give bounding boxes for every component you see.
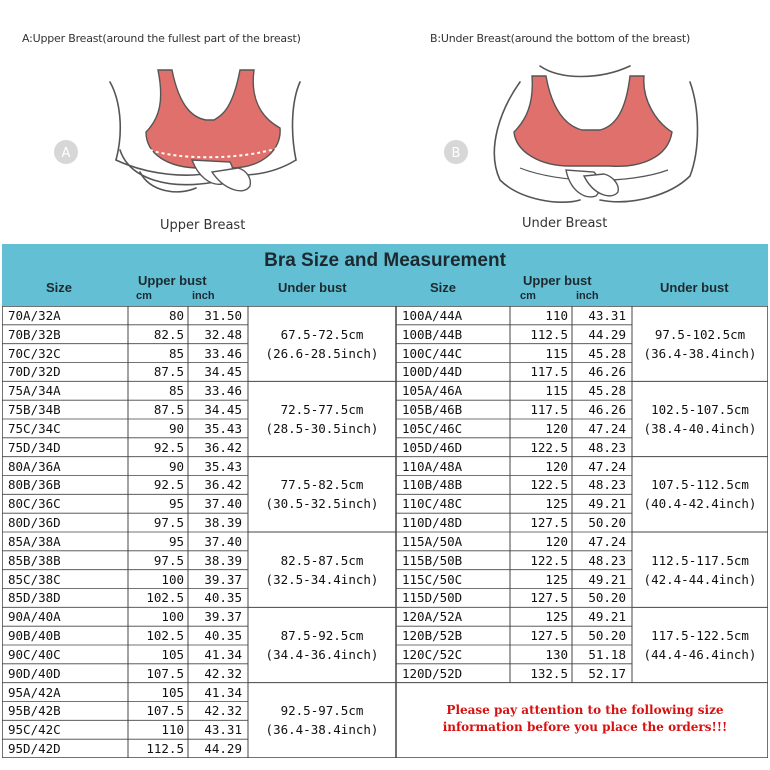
upper-bust-cm-cell: 117.5 <box>530 364 568 380</box>
upper-bust-inch-cell: 40.35 <box>204 628 242 644</box>
upper-bust-cm-cell: 100 <box>161 609 184 625</box>
under-bust-cm: 77.5-82.5cm <box>280 477 364 493</box>
upper-bust-inch-cell: 33.46 <box>204 345 242 361</box>
bra-a-shape <box>146 70 280 168</box>
upper-bust-inch-cell: 41.34 <box>204 646 242 662</box>
size-cell: 105C/46C <box>402 420 463 436</box>
upper-bust-cm-cell: 90 <box>168 420 184 436</box>
upper-bust-cm-cell: 110 <box>161 722 184 738</box>
upper-bust-inch-cell: 46.26 <box>588 402 626 418</box>
size-cell: 95A/42A <box>8 684 61 700</box>
size-cell: 120D/52D <box>402 665 463 681</box>
upper-bust-inch-cell: 33.46 <box>204 383 242 399</box>
size-cell: 110D/48D <box>402 515 463 531</box>
upper-bust-cm-cell: 82.5 <box>153 326 184 342</box>
badge-a-icon <box>54 140 78 164</box>
header-size-right: Size <box>430 280 457 295</box>
under-bust-cm: 97.5-102.5cm <box>654 326 746 342</box>
under-bust-inch: (40.4-42.4inch) <box>643 496 757 512</box>
upper-bust-cm-cell: 87.5 <box>153 364 184 380</box>
under-bust-range <box>632 626 768 664</box>
upper-bust-cm-cell: 125 <box>545 609 568 625</box>
hands-b-drawing <box>566 170 618 197</box>
upper-bust-inch-cell: 47.24 <box>588 533 626 549</box>
size-cell: 115A/50A <box>402 533 463 549</box>
under-bust-inch: (32.5-34.4inch) <box>265 571 379 587</box>
size-cell: 110A/48A <box>402 458 463 474</box>
size-cell: 105B/46B <box>402 402 463 418</box>
upper-bust-cm-cell: 122.5 <box>530 552 568 568</box>
upper-bust-cm-cell: 107.5 <box>146 665 184 681</box>
upper-bust-inch-cell: 36.42 <box>204 439 242 455</box>
upper-bust-inch-cell: 50.20 <box>588 515 626 531</box>
upper-bust-inch-cell: 49.21 <box>588 496 626 512</box>
upper-bust-cm-cell: 110 <box>545 307 568 323</box>
header-inch-left: inch <box>192 290 215 302</box>
under-bust-cm: 82.5-87.5cm <box>280 552 364 568</box>
under-bust-range <box>632 325 768 363</box>
upper-bust-inch-cell: 44.29 <box>588 326 626 342</box>
under-bust-inch: (36.4-38.4inch) <box>643 345 757 361</box>
upper-bust-cm-cell: 117.5 <box>530 402 568 418</box>
table-header <box>2 244 768 306</box>
size-cell: 85C/38C <box>8 571 61 587</box>
under-bust-range <box>632 475 768 513</box>
upper-bust-inch-cell: 40.35 <box>204 590 242 606</box>
size-cell: 85D/38D <box>8 590 61 606</box>
size-cell: 80A/36A <box>8 458 61 474</box>
upper-bust-inch-cell: 35.43 <box>204 458 242 474</box>
upper-bust-inch-cell: 37.40 <box>204 496 242 512</box>
svg-text:B: B <box>451 146 461 161</box>
size-cell: 95B/42B <box>8 703 61 719</box>
under-bust-range <box>248 475 396 513</box>
upper-bust-inch-cell: 43.31 <box>204 722 242 738</box>
upper-bust-inch-cell: 39.37 <box>204 609 242 625</box>
upper-bust-cm-cell: 105 <box>161 684 184 700</box>
upper-bust-inch-cell: 46.26 <box>588 364 626 380</box>
upper-bust-cm-cell: 127.5 <box>530 515 568 531</box>
upper-bust-cm-cell: 125 <box>545 496 568 512</box>
size-cell: 100A/44A <box>402 307 463 323</box>
upper-bust-cm-cell: 125 <box>545 571 568 587</box>
upper-bust-cm-cell: 112.5 <box>146 741 184 757</box>
upper-bust-cm-cell: 107.5 <box>146 703 184 719</box>
upper-bust-cm-cell: 122.5 <box>530 477 568 493</box>
upper-breast-label: Upper Breast <box>160 218 246 233</box>
size-cell: 85B/38B <box>8 552 61 568</box>
size-cell: 100C/44C <box>402 345 463 361</box>
size-cell: 80D/36D <box>8 515 61 531</box>
upper-bust-cm-cell: 97.5 <box>153 515 184 531</box>
upper-bust-cm-cell: 127.5 <box>530 628 568 644</box>
under-bust-inch: (34.4-36.4inch) <box>265 647 379 662</box>
size-cell: 115D/50D <box>402 590 463 606</box>
upper-bust-cm-cell: 132.5 <box>530 665 568 681</box>
under-bust-range <box>248 626 396 664</box>
upper-bust-inch-cell: 50.20 <box>588 628 626 644</box>
size-cell: 105D/46D <box>402 439 463 455</box>
size-cell: 90A/40A <box>8 609 61 625</box>
size-cell: 75B/34B <box>8 402 61 418</box>
size-cell: 120C/52C <box>402 646 463 662</box>
header-inch-right: inch <box>576 290 599 302</box>
upper-bust-inch-cell: 49.21 <box>588 609 626 625</box>
under-bust-range <box>632 400 768 438</box>
under-bust-cm: 92.5-97.5cm <box>280 703 364 719</box>
notice-line-1: Please pay attention to the following size <box>446 703 724 717</box>
upper-bust-cm-cell: 127.5 <box>530 590 568 606</box>
upper-bust-inch-cell: 35.43 <box>204 420 242 436</box>
measurement-illustrations <box>0 0 770 244</box>
upper-bust-inch-cell: 45.28 <box>588 345 626 361</box>
under-bust-inch: (30.5-32.5inch) <box>265 496 379 512</box>
under-bust-inch: (44.4-46.4inch) <box>643 647 757 662</box>
upper-bust-inch-cell: 48.23 <box>588 439 626 455</box>
header-under-bust-left: Under bust <box>278 280 347 295</box>
size-cell: 105A/46A <box>402 383 463 399</box>
upper-bust-inch-cell: 32.48 <box>204 326 242 342</box>
size-cell: 75A/34A <box>8 383 61 399</box>
upper-bust-cm-cell: 112.5 <box>530 326 568 342</box>
size-cell: 90D/40D <box>8 665 61 681</box>
upper-bust-cm-cell: 102.5 <box>146 590 184 606</box>
size-cell: 70A/32A <box>8 307 61 323</box>
under-bust-cm: 67.5-72.5cm <box>280 326 364 342</box>
upper-bust-inch-cell: 47.24 <box>588 458 626 474</box>
under-bust-range <box>248 701 396 739</box>
upper-bust-inch-cell: 48.23 <box>588 477 626 493</box>
header-under-bust-right: Under bust <box>660 280 729 295</box>
order-notice <box>402 702 768 736</box>
under-breast-caption: B:Under Breast(around the bottom of the breast) <box>430 32 691 45</box>
upper-bust-cm-cell: 92.5 <box>153 439 184 455</box>
upper-bust-cm-cell: 90 <box>168 458 184 474</box>
under-bust-inch: (28.5-30.5inch) <box>265 421 379 436</box>
under-bust-cm: 102.5-107.5cm <box>651 402 749 417</box>
under-bust-range <box>248 400 396 438</box>
upper-bust-cm-cell: 100 <box>161 571 184 587</box>
upper-bust-inch-cell: 44.29 <box>204 741 242 757</box>
under-bust-inch: (38.4-40.4inch) <box>643 421 757 436</box>
upper-bust-cm-cell: 120 <box>545 533 568 549</box>
notice-line-2: information before you place the orders!!! <box>442 720 728 734</box>
size-cell: 95C/42C <box>8 722 61 738</box>
upper-bust-inch-cell: 41.34 <box>204 684 242 700</box>
upper-bust-cm-cell: 95 <box>168 533 184 549</box>
upper-bust-inch-cell: 43.31 <box>588 307 626 323</box>
upper-bust-inch-cell: 38.39 <box>204 515 242 531</box>
upper-bust-cm-cell: 97.5 <box>153 552 184 568</box>
upper-bust-cm-cell: 87.5 <box>153 402 184 418</box>
under-bust-inch: (42.4-44.4inch) <box>643 571 757 587</box>
upper-bust-cm-cell: 120 <box>545 458 568 474</box>
under-bust-cm: 112.5-117.5cm <box>651 552 749 568</box>
under-bust-range <box>248 325 396 363</box>
header-upper-bust-right: Upper bust <box>523 273 592 288</box>
header-size-left: Size <box>46 280 73 295</box>
size-cell: 120B/52B <box>402 628 463 644</box>
size-cell: 100D/44D <box>402 364 463 380</box>
size-cell: 90C/40C <box>8 646 61 662</box>
under-bust-cm: 87.5-92.5cm <box>280 628 364 643</box>
under-bust-range <box>248 551 396 589</box>
upper-bust-inch-cell: 52.17 <box>588 665 626 681</box>
upper-bust-cm-cell: 102.5 <box>146 628 184 644</box>
upper-bust-inch-cell: 36.42 <box>204 477 242 493</box>
upper-breast-caption: A:Upper Breast(around the fullest part of the breast) <box>22 32 301 45</box>
size-table <box>2 306 768 758</box>
upper-bust-inch-cell: 37.40 <box>204 533 242 549</box>
size-cell: 115B/50B <box>402 552 463 568</box>
svg-text:A: A <box>61 146 71 161</box>
size-cell: 100B/44B <box>402 326 463 342</box>
size-cell: 90B/40B <box>8 628 61 644</box>
upper-bust-cm-cell: 130 <box>545 646 568 662</box>
upper-bust-cm-cell: 85 <box>168 345 184 361</box>
size-cell: 80C/36C <box>8 496 61 512</box>
upper-bust-inch-cell: 49.21 <box>588 571 626 587</box>
upper-bust-inch-cell: 34.45 <box>204 364 242 380</box>
upper-bust-cm-cell: 115 <box>545 345 568 361</box>
under-bust-cm: 117.5-122.5cm <box>651 628 749 643</box>
upper-bust-cm-cell: 85 <box>168 383 184 399</box>
upper-bust-inch-cell: 47.24 <box>588 420 626 436</box>
upper-bust-inch-cell: 50.20 <box>588 590 626 606</box>
upper-bust-inch-cell: 48.23 <box>588 552 626 568</box>
size-cell: 120A/52A <box>402 609 463 625</box>
upper-bust-inch-cell: 39.37 <box>204 571 242 587</box>
size-cell: 85A/38A <box>8 533 61 549</box>
under-bust-cm: 107.5-112.5cm <box>651 477 749 493</box>
header-upper-bust-left: Upper bust <box>138 273 207 288</box>
upper-bust-cm-cell: 80 <box>168 307 184 323</box>
upper-bust-cm-cell: 95 <box>168 496 184 512</box>
under-bust-inch: (36.4-38.4inch) <box>265 722 379 738</box>
bra-b-shape <box>514 76 672 183</box>
under-bust-cm: 72.5-77.5cm <box>280 402 364 417</box>
size-cell: 110C/48C <box>402 496 463 512</box>
size-cell: 80B/36B <box>8 477 61 493</box>
size-cell: 110B/48B <box>402 477 463 493</box>
table-title: Bra Size and Measurement <box>264 250 506 271</box>
header-cm-right: cm <box>520 290 536 302</box>
upper-bust-cm-cell: 92.5 <box>153 477 184 493</box>
size-cell: 70B/32B <box>8 326 61 342</box>
header-cm-left: cm <box>136 290 152 302</box>
under-bust-inch: (26.6-28.5inch) <box>265 345 379 361</box>
under-bust-range <box>632 551 768 589</box>
badge-b-icon <box>444 140 468 164</box>
upper-bust-cm-cell: 105 <box>161 646 184 662</box>
upper-bust-inch-cell: 42.32 <box>204 665 242 681</box>
upper-bust-inch-cell: 45.28 <box>588 383 626 399</box>
upper-bust-inch-cell: 42.32 <box>204 703 242 719</box>
upper-bust-inch-cell: 31.50 <box>204 307 242 323</box>
size-cell: 75D/34D <box>8 439 61 455</box>
size-cell: 95D/42D <box>8 741 61 757</box>
size-cell: 75C/34C <box>8 420 61 436</box>
size-cell: 70C/32C <box>8 345 61 361</box>
upper-bust-inch-cell: 51.18 <box>588 646 626 662</box>
under-breast-label: Under Breast <box>522 216 608 231</box>
upper-bust-inch-cell: 34.45 <box>204 402 242 418</box>
size-cell: 70D/32D <box>8 364 61 380</box>
bra-illustration-drawings <box>0 0 770 244</box>
upper-bust-cm-cell: 120 <box>545 420 568 436</box>
size-cell: 115C/50C <box>402 571 463 587</box>
upper-bust-cm-cell: 122.5 <box>530 439 568 455</box>
upper-bust-inch-cell: 38.39 <box>204 552 242 568</box>
upper-bust-cm-cell: 115 <box>545 383 568 399</box>
